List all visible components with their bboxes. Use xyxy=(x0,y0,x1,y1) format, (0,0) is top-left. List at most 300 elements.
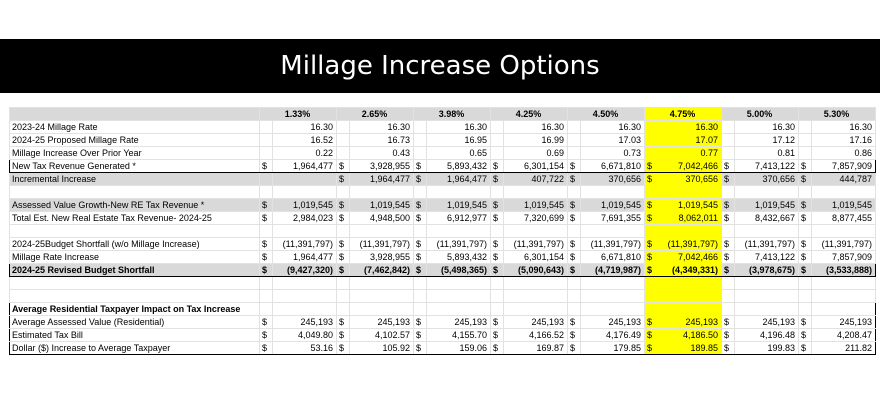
value-cell: 0.69 xyxy=(504,147,568,160)
row-label: Millage Rate Increase xyxy=(10,251,260,264)
value-cell: (11,391,797) xyxy=(735,238,799,251)
value-cell xyxy=(273,173,337,186)
value-cell: 16.52 xyxy=(273,134,337,147)
spacer-cell xyxy=(722,277,735,290)
empty-cell xyxy=(581,303,645,316)
value-cell: 17.03 xyxy=(581,134,645,147)
empty-cell xyxy=(491,303,504,316)
value-cell: 0.77 xyxy=(658,147,722,160)
value-cell: 1,019,545 xyxy=(812,199,876,212)
value-cell: (11,391,797) xyxy=(350,238,414,251)
currency-symbol: $ xyxy=(645,342,658,355)
currency-symbol: $ xyxy=(414,329,427,342)
currency-symbol: $ xyxy=(491,238,504,251)
row-label: Incremental Increase xyxy=(10,173,260,186)
currency-symbol xyxy=(645,134,658,147)
currency-symbol: $ xyxy=(645,329,658,342)
spacer-cell xyxy=(658,277,722,290)
spacer-cell xyxy=(273,186,337,199)
currency-symbol: $ xyxy=(491,160,504,173)
table-row xyxy=(10,316,876,329)
empty-cell xyxy=(799,303,812,316)
currency-symbol: $ xyxy=(722,316,735,329)
value-cell: 16.95 xyxy=(427,134,491,147)
empty-cell xyxy=(658,303,722,316)
spacer-cell xyxy=(491,290,504,303)
row-label: 2024-25 Proposed Millage Rate xyxy=(10,134,260,147)
table-row xyxy=(10,342,876,355)
currency-symbol xyxy=(568,147,581,160)
spacer-cell xyxy=(568,290,581,303)
currency-symbol: $ xyxy=(414,212,427,225)
spacer-cell xyxy=(427,277,491,290)
value-cell: 17.07 xyxy=(658,134,722,147)
value-cell: 0.22 xyxy=(273,147,337,160)
spacer-cell xyxy=(581,186,645,199)
empty-cell xyxy=(427,303,491,316)
option-percent-header: 4.25% xyxy=(491,108,568,121)
value-cell: 370,656 xyxy=(735,173,799,186)
currency-symbol: $ xyxy=(722,251,735,264)
value-cell: (11,391,797) xyxy=(273,238,337,251)
currency-symbol: $ xyxy=(568,329,581,342)
currency-symbol: $ xyxy=(568,264,581,277)
table-row xyxy=(10,225,876,238)
table-row xyxy=(10,251,876,264)
currency-symbol: $ xyxy=(568,212,581,225)
value-cell: 53.16 xyxy=(273,342,337,355)
spacer-cell xyxy=(414,186,427,199)
value-cell: 3,928,955 xyxy=(350,160,414,173)
value-cell: (4,719,987) xyxy=(581,264,645,277)
value-cell: (9,427,320) xyxy=(273,264,337,277)
value-cell: 7,042,466 xyxy=(658,251,722,264)
value-cell: 1,019,545 xyxy=(427,199,491,212)
value-cell: 1,964,477 xyxy=(350,173,414,186)
value-cell: (11,391,797) xyxy=(504,238,568,251)
value-cell: 1,019,545 xyxy=(350,199,414,212)
value-cell: 1,964,477 xyxy=(427,173,491,186)
spacer-cell xyxy=(273,277,337,290)
spacer-cell xyxy=(337,225,350,238)
spacer-cell xyxy=(427,290,491,303)
table-row xyxy=(10,264,876,277)
spacer-cell xyxy=(735,225,799,238)
value-cell: (3,978,675) xyxy=(735,264,799,277)
row-label: 2023-24 Millage Rate xyxy=(10,121,260,134)
currency-symbol xyxy=(491,134,504,147)
spacer-cell xyxy=(491,186,504,199)
value-cell: 16.30 xyxy=(504,121,568,134)
spacer-cell xyxy=(722,186,735,199)
table-row xyxy=(10,160,876,173)
currency-symbol: $ xyxy=(491,316,504,329)
value-cell: 4,208.47 xyxy=(812,329,876,342)
currency-symbol: $ xyxy=(645,316,658,329)
value-cell: 245,193 xyxy=(273,316,337,329)
value-cell: (11,391,797) xyxy=(581,238,645,251)
currency-symbol xyxy=(491,121,504,134)
spacer-cell xyxy=(504,186,568,199)
currency-symbol: $ xyxy=(799,238,812,251)
option-percent-header: 5.30% xyxy=(799,108,876,121)
value-cell: 0.65 xyxy=(427,147,491,160)
empty-cell xyxy=(350,303,414,316)
currency-symbol: $ xyxy=(568,342,581,355)
table-row xyxy=(10,121,876,134)
value-cell: 189.85 xyxy=(658,342,722,355)
empty-cell xyxy=(273,303,337,316)
row-label: Dollar ($) Increase to Average Taxpayer xyxy=(10,342,260,355)
header-label-cell xyxy=(10,108,260,121)
value-cell: 4,102.57 xyxy=(350,329,414,342)
value-cell: 105.92 xyxy=(350,342,414,355)
currency-symbol: $ xyxy=(799,212,812,225)
value-cell: 0.73 xyxy=(581,147,645,160)
spacer-cell xyxy=(10,277,260,290)
currency-symbol: $ xyxy=(491,329,504,342)
value-cell: 245,193 xyxy=(658,316,722,329)
value-cell: 7,413,122 xyxy=(735,160,799,173)
value-cell: 7,857,909 xyxy=(812,251,876,264)
empty-cell xyxy=(414,303,427,316)
currency-symbol: $ xyxy=(337,329,350,342)
option-percent-header: 5.00% xyxy=(722,108,799,121)
value-cell: 245,193 xyxy=(427,316,491,329)
currency-symbol: $ xyxy=(414,173,427,186)
value-cell: 245,193 xyxy=(581,316,645,329)
empty-cell xyxy=(260,303,273,316)
option-percent-header: 4.75% xyxy=(645,108,722,121)
currency-symbol: $ xyxy=(722,342,735,355)
value-cell: 169.87 xyxy=(504,342,568,355)
currency-symbol: $ xyxy=(722,160,735,173)
currency-symbol: $ xyxy=(722,199,735,212)
spacer-cell xyxy=(658,290,722,303)
value-cell: 245,193 xyxy=(812,316,876,329)
currency-symbol: $ xyxy=(337,316,350,329)
currency-symbol: $ xyxy=(722,212,735,225)
currency-symbol: $ xyxy=(260,316,273,329)
spacer-cell xyxy=(504,290,568,303)
value-cell: 1,019,545 xyxy=(735,199,799,212)
spacer-cell xyxy=(10,225,260,238)
currency-symbol xyxy=(722,121,735,134)
value-cell: 7,691,355 xyxy=(581,212,645,225)
spacer-cell xyxy=(504,277,568,290)
value-cell: 370,656 xyxy=(658,173,722,186)
currency-symbol: $ xyxy=(414,238,427,251)
currency-symbol: $ xyxy=(414,316,427,329)
value-cell: 17.16 xyxy=(812,134,876,147)
currency-symbol: $ xyxy=(337,238,350,251)
row-label: 2024-25 Revised Budget Shortfall xyxy=(10,264,260,277)
value-cell: 370,656 xyxy=(581,173,645,186)
spacer-cell xyxy=(812,186,876,199)
spacer-cell xyxy=(260,186,273,199)
row-label: Average Assessed Value (Residential) xyxy=(10,316,260,329)
row-label: Total Est. New Real Estate Tax Revenue- 2024-25 xyxy=(10,212,260,225)
value-cell: 179.85 xyxy=(581,342,645,355)
value-cell: 6,671,810 xyxy=(581,251,645,264)
currency-symbol xyxy=(337,134,350,147)
currency-symbol: $ xyxy=(337,264,350,277)
value-cell: 8,062,011 xyxy=(658,212,722,225)
spacer-cell xyxy=(427,225,491,238)
spacer-cell xyxy=(722,225,735,238)
option-percent-header: 2.65% xyxy=(337,108,414,121)
value-cell: 4,049.80 xyxy=(273,329,337,342)
table-row xyxy=(10,329,876,342)
spacer-cell xyxy=(10,186,260,199)
table-row xyxy=(10,134,876,147)
empty-cell xyxy=(568,303,581,316)
value-cell: 211.82 xyxy=(812,342,876,355)
currency-symbol: $ xyxy=(260,212,273,225)
currency-symbol: $ xyxy=(799,199,812,212)
currency-symbol xyxy=(799,121,812,134)
value-cell: 5,893,432 xyxy=(427,160,491,173)
value-cell: 444,787 xyxy=(812,173,876,186)
value-cell: 6,671,810 xyxy=(581,160,645,173)
currency-symbol xyxy=(799,134,812,147)
spacer-cell xyxy=(491,225,504,238)
table-row xyxy=(10,199,876,212)
spacer-cell xyxy=(260,277,273,290)
currency-symbol xyxy=(260,134,273,147)
currency-symbol xyxy=(414,121,427,134)
currency-symbol: $ xyxy=(260,251,273,264)
row-label: Assessed Value Growth-New RE Tax Revenue * xyxy=(10,199,260,212)
value-cell: (4,349,331) xyxy=(658,264,722,277)
value-cell: 16.30 xyxy=(427,121,491,134)
currency-symbol: $ xyxy=(491,199,504,212)
option-percent-header: 4.50% xyxy=(568,108,645,121)
value-cell: 17.12 xyxy=(735,134,799,147)
spacer-cell xyxy=(350,277,414,290)
currency-symbol: $ xyxy=(260,329,273,342)
currency-symbol xyxy=(260,121,273,134)
currency-symbol: $ xyxy=(260,160,273,173)
table-row xyxy=(10,303,876,316)
currency-symbol: $ xyxy=(414,264,427,277)
currency-symbol xyxy=(260,173,273,186)
currency-symbol: $ xyxy=(491,212,504,225)
currency-symbol: $ xyxy=(337,212,350,225)
spacer-cell xyxy=(350,186,414,199)
currency-symbol: $ xyxy=(568,173,581,186)
currency-symbol xyxy=(568,121,581,134)
value-cell: 159.06 xyxy=(427,342,491,355)
value-cell: 1,019,545 xyxy=(581,199,645,212)
spacer-cell xyxy=(427,186,491,199)
value-cell: (7,462,842) xyxy=(350,264,414,277)
spacer-cell xyxy=(581,290,645,303)
currency-symbol xyxy=(799,147,812,160)
currency-symbol: $ xyxy=(337,251,350,264)
spacer-cell xyxy=(414,225,427,238)
table-row xyxy=(10,147,876,160)
currency-symbol: $ xyxy=(799,316,812,329)
currency-symbol: $ xyxy=(568,316,581,329)
value-cell: 6,301,154 xyxy=(504,251,568,264)
currency-symbol: $ xyxy=(722,264,735,277)
value-cell: 0.81 xyxy=(735,147,799,160)
spacer-cell xyxy=(735,290,799,303)
currency-symbol xyxy=(645,121,658,134)
currency-symbol: $ xyxy=(645,199,658,212)
value-cell: 16.30 xyxy=(273,121,337,134)
option-percent-header: 3.98% xyxy=(414,108,491,121)
value-cell: 16.73 xyxy=(350,134,414,147)
spacer-cell xyxy=(581,277,645,290)
currency-symbol: $ xyxy=(722,238,735,251)
spacer-cell xyxy=(337,290,350,303)
spacer-cell xyxy=(568,277,581,290)
spacer-cell xyxy=(722,290,735,303)
table-body xyxy=(10,108,876,355)
value-cell: 407,722 xyxy=(504,173,568,186)
spacer-cell xyxy=(658,186,722,199)
empty-cell xyxy=(812,303,876,316)
currency-symbol: $ xyxy=(799,264,812,277)
currency-symbol: $ xyxy=(645,212,658,225)
value-cell: 1,019,545 xyxy=(504,199,568,212)
empty-cell xyxy=(735,303,799,316)
currency-symbol: $ xyxy=(414,199,427,212)
currency-symbol: $ xyxy=(337,199,350,212)
spacer-cell xyxy=(504,225,568,238)
spacer-cell xyxy=(799,290,812,303)
currency-symbol: $ xyxy=(491,264,504,277)
currency-symbol xyxy=(260,147,273,160)
value-cell: 1,019,545 xyxy=(658,199,722,212)
currency-symbol: $ xyxy=(722,329,735,342)
row-label: Millage Increase Over Prior Year xyxy=(10,147,260,160)
currency-symbol xyxy=(645,147,658,160)
row-label: New Tax Revenue Generated * xyxy=(10,160,260,173)
table-row xyxy=(10,186,876,199)
spacer-cell xyxy=(799,225,812,238)
spacer-cell xyxy=(799,186,812,199)
table-row xyxy=(10,277,876,290)
currency-symbol xyxy=(337,121,350,134)
currency-symbol: $ xyxy=(491,342,504,355)
spacer-cell xyxy=(812,290,876,303)
currency-symbol: $ xyxy=(260,342,273,355)
table-row xyxy=(10,108,876,121)
empty-cell xyxy=(337,303,350,316)
empty-cell xyxy=(645,303,658,316)
spacer-cell xyxy=(645,186,658,199)
value-cell: 7,320,699 xyxy=(504,212,568,225)
spacer-cell xyxy=(568,186,581,199)
value-cell: 6,301,154 xyxy=(504,160,568,173)
value-cell: 245,193 xyxy=(350,316,414,329)
spacer-cell xyxy=(337,186,350,199)
spacer-cell xyxy=(812,225,876,238)
currency-symbol: $ xyxy=(799,160,812,173)
value-cell: (11,391,797) xyxy=(658,238,722,251)
value-cell: 5,893,432 xyxy=(427,251,491,264)
value-cell: 7,413,122 xyxy=(735,251,799,264)
currency-symbol xyxy=(568,134,581,147)
currency-symbol: $ xyxy=(568,160,581,173)
table-row xyxy=(10,212,876,225)
currency-symbol: $ xyxy=(645,264,658,277)
table-row xyxy=(10,238,876,251)
spacer-cell xyxy=(337,277,350,290)
currency-symbol: $ xyxy=(568,199,581,212)
value-cell: 8,877,455 xyxy=(812,212,876,225)
currency-symbol: $ xyxy=(799,329,812,342)
currency-symbol: $ xyxy=(799,173,812,186)
currency-symbol: $ xyxy=(568,251,581,264)
spacer-cell xyxy=(581,225,645,238)
value-cell: 16.30 xyxy=(350,121,414,134)
value-cell: 7,042,466 xyxy=(658,160,722,173)
currency-symbol: $ xyxy=(645,251,658,264)
spacer-cell xyxy=(735,277,799,290)
currency-symbol xyxy=(414,147,427,160)
value-cell: 2,984,023 xyxy=(273,212,337,225)
currency-symbol: $ xyxy=(799,342,812,355)
currency-symbol: $ xyxy=(645,173,658,186)
spacer-cell xyxy=(414,290,427,303)
empty-cell xyxy=(504,303,568,316)
currency-symbol: $ xyxy=(568,238,581,251)
section-heading: Average Residential Taxpayer Impact on Tax Increase xyxy=(10,303,260,316)
spacer-cell xyxy=(350,290,414,303)
currency-symbol: $ xyxy=(260,199,273,212)
value-cell: 4,155.70 xyxy=(427,329,491,342)
spacer-cell xyxy=(260,225,273,238)
value-cell: (11,391,797) xyxy=(427,238,491,251)
currency-symbol: $ xyxy=(491,173,504,186)
value-cell: 245,193 xyxy=(735,316,799,329)
currency-symbol: $ xyxy=(645,238,658,251)
spacer-cell xyxy=(273,225,337,238)
row-label: 2024-25Budget Shortfall (w/o Millage Increase) xyxy=(10,238,260,251)
currency-symbol: $ xyxy=(414,342,427,355)
value-cell: 16.30 xyxy=(735,121,799,134)
spacer-cell xyxy=(735,186,799,199)
value-cell: 199.83 xyxy=(735,342,799,355)
value-cell: 8,432,667 xyxy=(735,212,799,225)
currency-symbol xyxy=(491,147,504,160)
currency-symbol: $ xyxy=(337,342,350,355)
option-percent-header: 1.33% xyxy=(260,108,337,121)
page-title: Millage Increase Options xyxy=(280,51,600,81)
value-cell: (5,498,365) xyxy=(427,264,491,277)
value-cell: 0.86 xyxy=(812,147,876,160)
currency-symbol xyxy=(414,134,427,147)
value-cell: (11,391,797) xyxy=(812,238,876,251)
spacer-cell xyxy=(350,225,414,238)
row-label: Estimated Tax Bill xyxy=(10,329,260,342)
value-cell: 4,166.52 xyxy=(504,329,568,342)
spacer-cell xyxy=(645,277,658,290)
value-cell: 16.30 xyxy=(812,121,876,134)
value-cell: 1,964,477 xyxy=(273,251,337,264)
value-cell: 0.43 xyxy=(350,147,414,160)
value-cell: 16.30 xyxy=(581,121,645,134)
value-cell: (5,090,643) xyxy=(504,264,568,277)
spacer-cell xyxy=(658,225,722,238)
table-row xyxy=(10,290,876,303)
currency-symbol: $ xyxy=(414,251,427,264)
currency-symbol: $ xyxy=(260,238,273,251)
